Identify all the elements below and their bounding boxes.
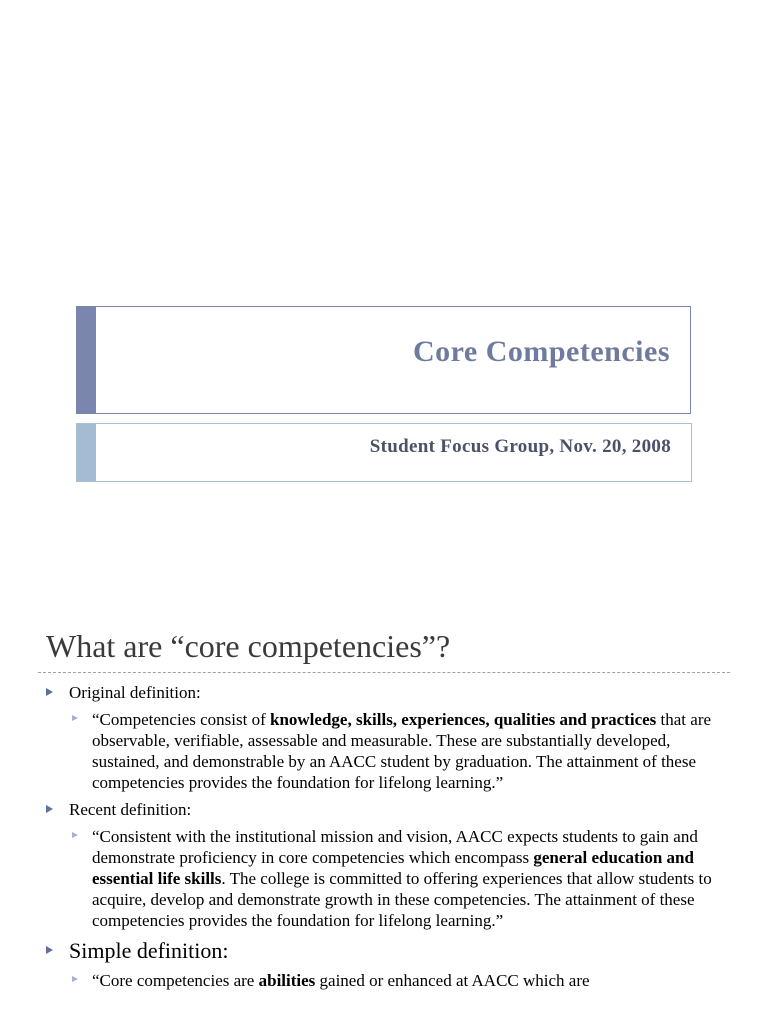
heading-divider [38, 672, 730, 673]
sub-bullet-arrow-icon [72, 976, 78, 982]
title-accent-bar [77, 307, 96, 413]
quote-text: “Consistent with the institutional mission and vision, AACC expects students to gain and demonstrate proficiency in core competencies which encompass [92, 827, 698, 867]
bullet-original-definition [44, 682, 734, 703]
bullet-recent-definition [44, 799, 734, 820]
slide-title: Core Competencies [412, 335, 670, 368]
quote-text: “Competencies consist of [92, 710, 270, 729]
recent-definition-label: Recent definition: [69, 800, 192, 819]
slide-heading: What are “core competencies”? [46, 628, 451, 664]
bullet-simple-definition [44, 937, 734, 964]
quote-bold-text: knowledge, skills, experiences, qualities and practices [270, 710, 657, 729]
bullet-arrow-icon [46, 688, 53, 696]
subtitle-accent-bar [77, 424, 96, 481]
title-box [76, 306, 691, 414]
original-definition-label: Original definition: [69, 683, 201, 702]
bullet-arrow-icon [46, 946, 53, 954]
quote-text: . The college is committed to offering experiences that allow students to acquire, develop and demonstrate growth in these competencies. The attainment of these competencies provides the foundation for lifelong learning.” [92, 869, 712, 930]
sub-bullet-arrow-icon [72, 715, 78, 721]
bullet-arrow-icon [46, 805, 53, 813]
simple-definition-label: Simple definition: [69, 938, 229, 963]
quote-text: that are observable, verifiable, assessable and measurable. These are substantially developed, sustained, and demonstrable by an AACC student by graduation. The attainment of these competencies provides the foundation for lifelong learning.” [92, 710, 712, 792]
quote-bold-text: abilities [258, 971, 316, 990]
sub-bullet-arrow-icon [72, 832, 78, 838]
slide-subtitle: Student Focus Group, Nov. 20, 2008 [369, 436, 671, 457]
subtitle-box [76, 423, 692, 482]
slide-content [44, 680, 734, 997]
recent-definition-quote [44, 826, 734, 931]
simple-definition-quote [44, 970, 734, 991]
quote-text: “Core competencies are [92, 971, 259, 990]
quote-bold-text: general education and essential life skills [92, 848, 694, 888]
quote-text: gained or enhanced at AACC which are [315, 971, 590, 990]
original-definition-quote [44, 709, 734, 793]
